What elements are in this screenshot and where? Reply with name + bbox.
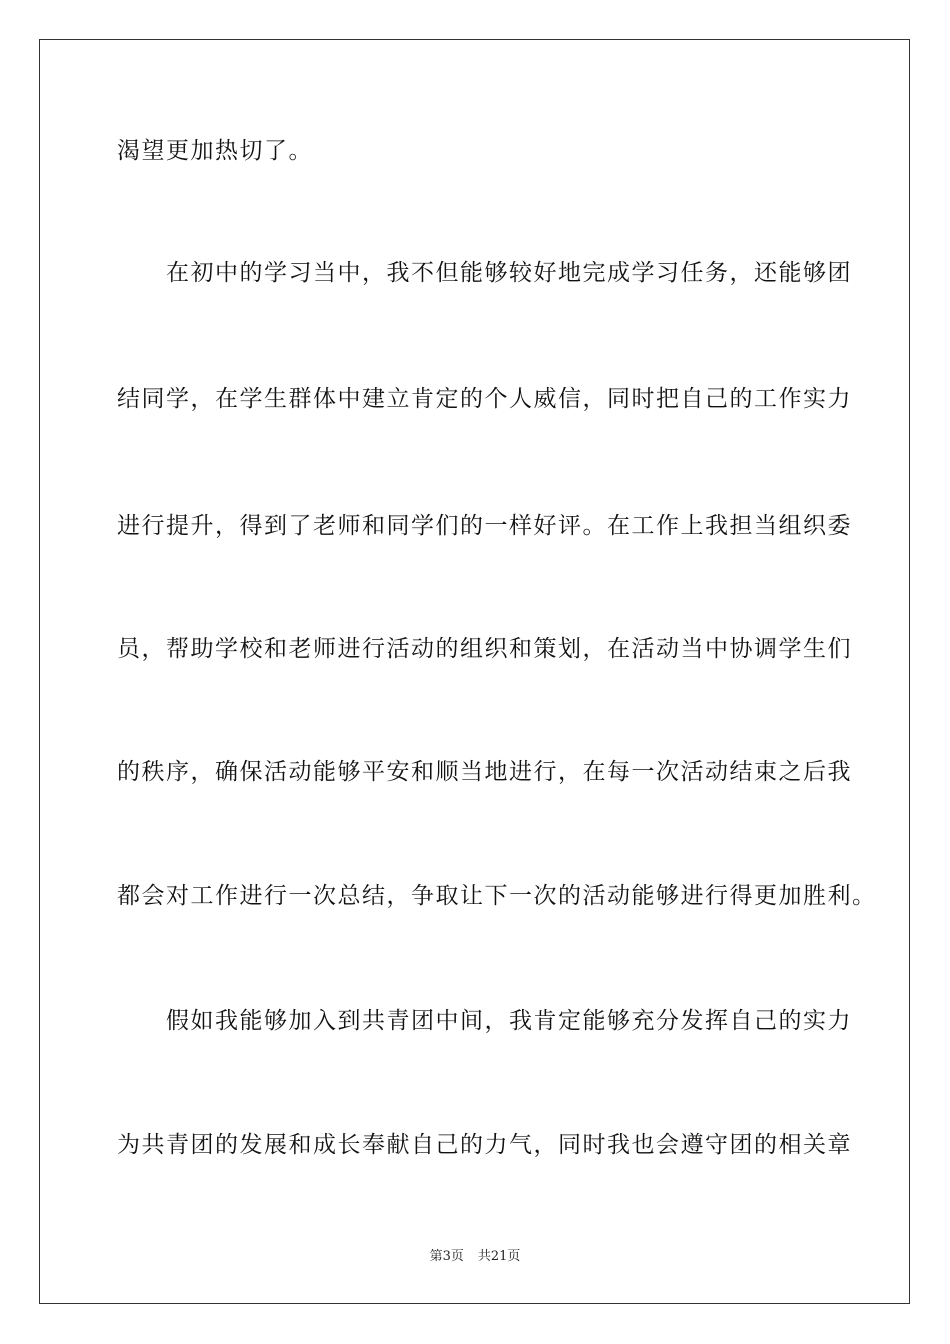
text-line-3: 结同学，在学生群体中建立肯定的个人威信，同时把自己的工作实力 bbox=[117, 386, 852, 412]
text-line-7: 都会对工作进行一次总结，争取让下一次的活动能够进行得更加胜利。 bbox=[117, 883, 877, 909]
page-number-total: 共21页 bbox=[477, 1249, 521, 1264]
text-line-5: 员，帮助学校和老师进行活动的组织和策划，在活动当中协调学生们 bbox=[117, 636, 852, 662]
text-line-1: 渴望更加热切了。 bbox=[117, 138, 313, 164]
text-line-2: 在初中的学习当中，我不但能够较好地完成学习任务，还能够团 bbox=[117, 260, 852, 286]
text-line-4: 进行提升，得到了老师和同学们的一样好评。在工作上我担当组织委 bbox=[117, 513, 852, 539]
page-footer bbox=[0, 1248, 950, 1266]
page-frame bbox=[39, 39, 910, 1304]
text-line-8: 假如我能够加入到共青团中间，我肯定能够充分发挥自己的实力 bbox=[117, 1008, 852, 1034]
page-number-current: 第3页 bbox=[429, 1249, 464, 1264]
text-line-9: 为共青团的发展和成长奉献自己的力气，同时我也会遵守团的相关章 bbox=[117, 1132, 852, 1158]
text-line-6: 的秩序，确保活动能够平安和顺当地进行，在每一次活动结束之后我 bbox=[117, 759, 852, 785]
